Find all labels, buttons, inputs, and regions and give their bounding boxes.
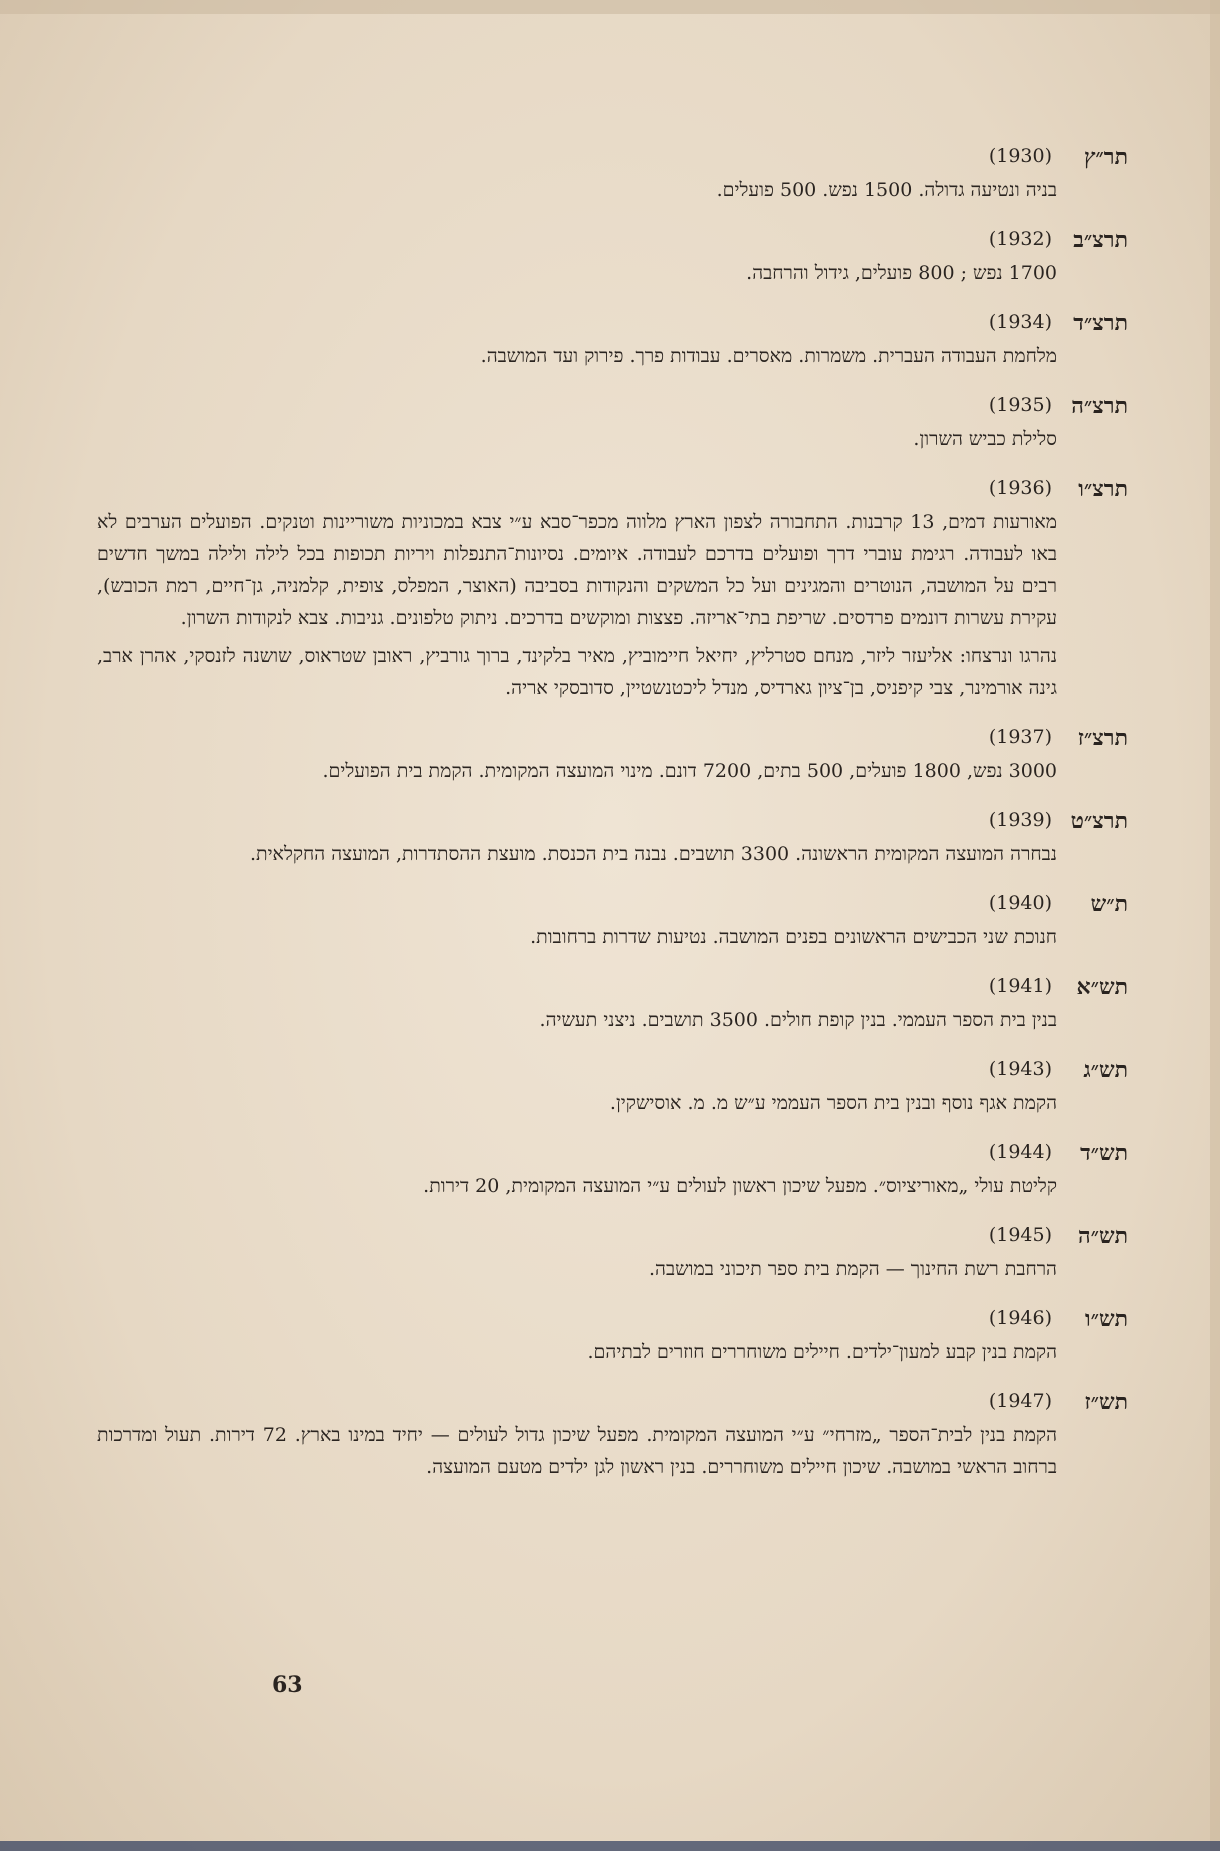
gregorian-year: (1937) — [988, 726, 1052, 748]
entry-header — [0, 140, 1220, 174]
hebrew-year: תש״ד — [1080, 1140, 1128, 1166]
entry-text: קליטת עולי „מאוריציוס״. מפעל שיכון ראשון לעולים ע״י המועצה המקומית, 20 דירות. — [423, 1175, 1057, 1197]
year-entry — [0, 140, 1220, 206]
hebrew-year: תרצ״ב — [1073, 227, 1128, 253]
hebrew-year: תש״ו — [1085, 1306, 1128, 1332]
year-entry — [0, 970, 1220, 1036]
entry-header — [0, 1385, 1220, 1419]
page-number: 63 — [272, 1672, 303, 1698]
entry-header — [0, 1053, 1220, 1087]
year-entry — [0, 389, 1220, 455]
gregorian-year: (1939) — [988, 809, 1052, 831]
year-entry — [0, 1219, 1220, 1285]
hebrew-year: ת״ש — [1090, 891, 1128, 917]
entry-header — [0, 970, 1220, 1004]
entry-text: סלילת כביש השרון. — [913, 428, 1057, 450]
hebrew-year: תש״א — [1076, 974, 1128, 1000]
gregorian-year: (1947) — [988, 1390, 1052, 1412]
gregorian-year: (1945) — [988, 1224, 1052, 1246]
hebrew-year: תש״ז — [1084, 1389, 1128, 1415]
year-entry — [0, 306, 1220, 372]
year-entry — [0, 223, 1220, 289]
entry-text: הקמת אגף נוסף ובנין בית הספר העממי ע״ש מ. מ. אוסישקין. — [609, 1092, 1057, 1114]
gregorian-year: (1930) — [988, 145, 1052, 167]
year-entry — [0, 804, 1220, 870]
year-entry — [0, 721, 1220, 787]
entry-text: נהרגו ונרצחו: אליעזר ליזר, מנחם סטרליץ, יחיאל חיימוביץ, מאיר בלקינד, ברוך גורביץ, ראובן שטראוס, שושנה לזנסקי, אהרן ארב, גינה אורמינר, צבי קיפניס, בן־ציון גארדיס, מנדל ליכטנשטיין, סדובסקי אריה. — [97, 645, 1057, 699]
gregorian-year: (1932) — [988, 228, 1052, 250]
year-entry — [0, 472, 1220, 704]
entry-header — [0, 1302, 1220, 1336]
entry-header — [0, 306, 1220, 340]
entry-header — [0, 472, 1220, 506]
year-entry — [0, 1302, 1220, 1368]
year-entry — [0, 1385, 1220, 1483]
hebrew-year: תרצ״ד — [1073, 310, 1128, 336]
entry-header — [0, 1219, 1220, 1253]
entry-text: 3000 נפש, 1800 פועלים, 500 בתים, 7200 דונם. מינוי המועצה המקומית. הקמת בית הפועלים. — [322, 760, 1057, 782]
gregorian-year: (1944) — [988, 1141, 1052, 1163]
hebrew-year: תרצ״ה — [1071, 393, 1128, 419]
entry-text: הקמת בנין לבית־הספר „מזרחי״ ע״י המועצה המקומית. מפעל שיכון גדול לעולים — יחיד במינו בארץ. 72 דירות. תעול ומדרכות ברחוב הראשי במושבה. שיכון חיילים משוחררים. בנין ראשון לגן ילדים מטעם המועצה. — [97, 1424, 1057, 1478]
entry-header — [0, 389, 1220, 423]
page-top-edge — [0, 0, 1220, 14]
entry-text: 1700 נפש ; 800 פועלים, גידול והרחבה. — [746, 262, 1057, 284]
entry-text: הרחבת רשת החינוך — הקמת בית ספר תיכוני במושבה. — [649, 1258, 1057, 1280]
gregorian-year: (1946) — [988, 1307, 1052, 1329]
hebrew-year: תש״ה — [1077, 1223, 1128, 1249]
entry-text: נבחרה המועצה המקומית הראשונה. 3300 תושבים. נבנה בית הכנסת. מועצת ההסתדרות, המועצה החקלאית. — [249, 843, 1057, 865]
entry-text: מאורעות דמים, 13 קרבנות. התחבורה לצפון הארץ מלווה מכפר־סבא ע״י צבא במכוניות משוריינות וטנקים. הפועלים הערבים לא באו לעבודה. רגימת עוברי דרך ופועלים בדרכם לעבודה. איומים. נסיונות־התנפלות ויריות תכופות בכל לילה ולילה במשך חדשים רבים על המושבה, הנוטרים והמגינים ועל כל המשקים והנקודות בסביבה (האוצר, המפלס, צופית, קלמניה, גן־חיים, רמת הכובש), עקירת עשרות דונמים פרדסים. שריפת בתי־אריזה. פצצות ומוקשים בדרכים. ניתוק טלפונים. גניבות. צבא לנקודות השרון. — [97, 511, 1057, 629]
entry-header — [0, 804, 1220, 838]
entry-text: מלחמת העבודה העברית. משמרות. מאסרים. עבודות פרך. פירוק ועד המושבה. — [480, 345, 1057, 367]
gregorian-year: (1941) — [988, 975, 1052, 997]
hebrew-year: תרצ״ז — [1077, 725, 1128, 751]
entry-text: בניה ונטיעה גדולה. 1500 נפש. 500 פועלים. — [716, 179, 1057, 201]
gregorian-year: (1943) — [988, 1058, 1052, 1080]
entry-header — [0, 1136, 1220, 1170]
gregorian-year: (1934) — [988, 311, 1052, 333]
year-entry — [0, 1053, 1220, 1119]
gregorian-year: (1936) — [988, 477, 1052, 499]
entry-header — [0, 887, 1220, 921]
entry-header — [0, 721, 1220, 755]
entry-text: חנוכת שני הכבישים הראשונים בפנים המושבה. נטיעות שדרות ברחובות. — [530, 926, 1057, 948]
page-bottom-edge — [0, 1841, 1220, 1851]
chronology-list — [0, 140, 1220, 1660]
year-entry — [0, 1136, 1220, 1202]
gregorian-year: (1935) — [988, 394, 1052, 416]
hebrew-year: תרצ״ט — [1070, 808, 1128, 834]
entry-text: הקמת בנין קבע למעון־ילדים. חיילים משוחררים חוזרים לבתיהם. — [587, 1341, 1057, 1363]
gregorian-year: (1940) — [988, 892, 1052, 914]
hebrew-year: תר״ץ — [1083, 144, 1128, 170]
entry-header — [0, 223, 1220, 257]
hebrew-year: תש״ג — [1083, 1057, 1128, 1083]
entry-text: בנין בית הספר העממי. בנין קופת חולים. 3500 תושבים. ניצני תעשיה. — [539, 1009, 1057, 1031]
year-entry — [0, 887, 1220, 953]
hebrew-year: תרצ״ו — [1078, 476, 1128, 502]
